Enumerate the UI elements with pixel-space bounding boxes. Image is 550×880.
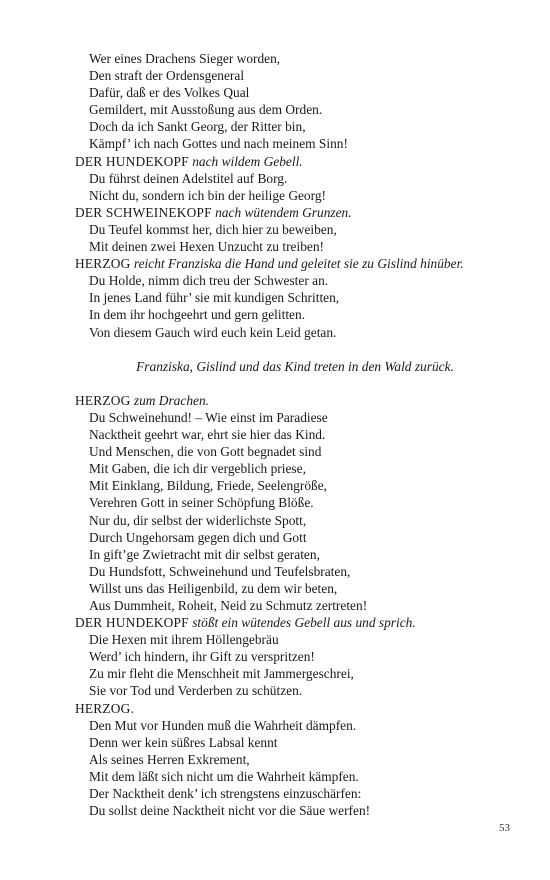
speaker-line bbox=[75, 204, 515, 221]
verse-line: Du führst deinen Adelstitel auf Borg. bbox=[89, 170, 288, 186]
verse-line: Gemildert, mit Ausstoßung aus dem Orden. bbox=[89, 102, 323, 118]
verse-line: Von diesem Gauch wird euch kein Leid getan. bbox=[89, 324, 337, 340]
blank-line bbox=[75, 341, 515, 358]
verse-line: Durch Ungehorsam gegen dich und Gott bbox=[89, 529, 307, 545]
verse-line: Den straft der Ordensgeneral bbox=[89, 68, 245, 84]
speaker-name: DER HUNDEKOPF bbox=[75, 153, 189, 169]
verse-line: Kämpf’ ich nach Gottes und nach meinem Sinn! bbox=[89, 136, 348, 152]
speaker-line bbox=[75, 700, 515, 717]
speaker-name: DER HUNDEKOPF bbox=[75, 615, 189, 631]
verse-line: Mit Gaben, die ich dir vergeblich priese, bbox=[89, 461, 306, 477]
speaker-name: HERZOG bbox=[75, 256, 131, 272]
verse-line: Du Teufel kommst her, dich hier zu beweiben, bbox=[89, 221, 337, 237]
speaker-direction: reicht Franziska die Hand und geleitet sie zu Gislind hinüber. bbox=[133, 256, 464, 272]
speaker-name: DER SCHWEINEKOPF bbox=[75, 204, 212, 220]
speaker-line bbox=[75, 255, 515, 272]
verse-line: Als seines Herren Exkrement, bbox=[89, 751, 250, 767]
verse-line: Nur du, dir selbst der widerlichste Spott, bbox=[89, 512, 307, 528]
verse-line: Mit Einklang, Bildung, Friede, Seelengröße, bbox=[89, 478, 328, 494]
speaker-line bbox=[75, 614, 515, 631]
stage-direction: Franziska, Gislind und das Kind treten in den Wald zurück. bbox=[136, 358, 454, 374]
verse-line: Doch da ich Sankt Georg, der Ritter bin, bbox=[89, 119, 306, 135]
verse-line: Der Nacktheit denk’ ich strengstens einzuschärfen: bbox=[89, 786, 362, 802]
verse-line: Sie vor Tod und Verderben zu schützen. bbox=[89, 683, 303, 699]
verse-line: Und Menschen, die von Gott begnadet sind bbox=[89, 444, 322, 460]
blank-line bbox=[75, 375, 515, 392]
play-text bbox=[75, 50, 515, 819]
speaker-direction: zum Drachen. bbox=[133, 392, 210, 408]
verse-line: Du Holde, nimm dich treu der Schwester an. bbox=[89, 273, 329, 289]
verse-line: Werd’ ich hindern, ihr Gift zu verspritzen! bbox=[89, 649, 315, 665]
page-number: 53 bbox=[499, 822, 510, 834]
speaker-name: HERZOG. bbox=[75, 700, 135, 716]
verse-line: Nicht du, sondern ich bin der heilige Georg! bbox=[89, 187, 327, 203]
verse-line: Wer eines Drachens Sieger worden, bbox=[89, 51, 281, 66]
speaker-direction: nach wütendem Grunzen. bbox=[215, 204, 352, 220]
verse-line: Zu mir fleht die Menschheit mit Jammergeschrei, bbox=[89, 666, 354, 682]
verse-line: Du sollst deine Nacktheit nicht vor die Säue werfen! bbox=[89, 803, 371, 819]
verse-line: In jenes Land führ’ sie mit kundigen Schritten, bbox=[89, 290, 340, 306]
verse-line: In dem ihr hochgeehrt und gern gelitten. bbox=[89, 307, 306, 323]
verse-line: Denn wer kein süßres Labsal kennt bbox=[89, 734, 278, 750]
speaker-direction: stößt ein wütendes Gebell aus und sprich. bbox=[192, 615, 416, 631]
verse-line: Die Hexen mit ihrem Höllengebräu bbox=[89, 632, 279, 648]
verse-line: Mit dem läßt sich nicht um die Wahrheit kämpfen. bbox=[89, 768, 359, 784]
verse-line: Aus Dummheit, Roheit, Neid zu Schmutz zertreten! bbox=[89, 598, 368, 613]
speaker-name: HERZOG bbox=[75, 392, 131, 408]
speaker-line bbox=[75, 392, 515, 409]
verse-line: Nacktheit geehrt war, ehrt sie hier das Kind. bbox=[89, 427, 326, 443]
verse-line: Mit deinen zwei Hexen Unzucht zu treiben! bbox=[89, 239, 324, 255]
verse-line: In gift’ge Zwietracht mit dir selbst geraten, bbox=[89, 546, 320, 562]
verse-line: Dafür, daß er des Volkes Qual bbox=[89, 85, 250, 101]
verse-line: Du Schweinehund! – Wie einst im Paradiese bbox=[89, 409, 328, 425]
speaker-line bbox=[75, 153, 515, 170]
verse-line: Den Mut vor Hunden muß die Wahrheit dämpfen. bbox=[89, 717, 357, 733]
verse-line: Willst uns das Heiligenbild, zu dem wir beten, bbox=[89, 580, 338, 596]
verse-line: Du Hundsfott, Schweinehund und Teufelsbraten, bbox=[89, 563, 351, 579]
verse-line: Verehren Gott in seiner Schöpfung Blöße. bbox=[89, 495, 314, 511]
speaker-direction: nach wildem Gebell. bbox=[192, 153, 303, 169]
